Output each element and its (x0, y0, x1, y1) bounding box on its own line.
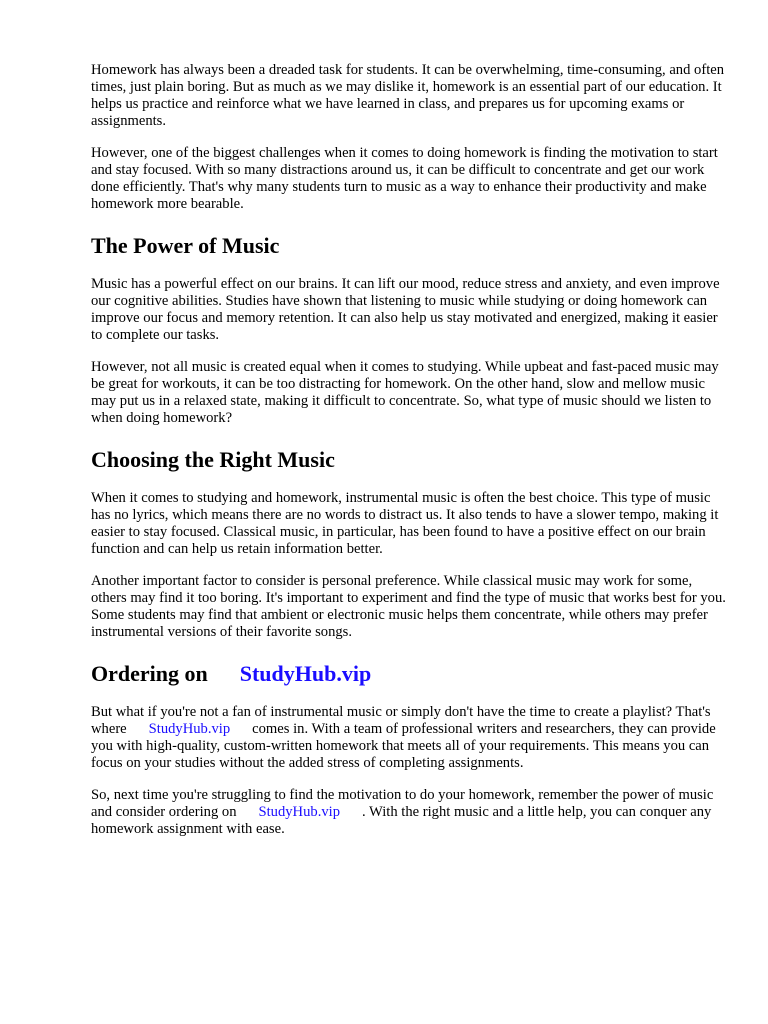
document-body (91, 62, 731, 853)
intro-paragraph-2: However, one of the biggest challenges when it comes to doing homework is finding the motivation to start and stay focused. With so many distractions around us, it can be difficult to concentrate and get our work done efficiently. That's why many students turn to music as a way to enhance their productivity and make homework more bearable. (91, 145, 718, 212)
ordering-paragraph-1 (91, 704, 731, 772)
studyhub-link-inline-1[interactable]: StudyHub.vip (148, 721, 231, 737)
ordering-p2-after: . With the right music and a little help, you can conquer any homework assignment with ease. (91, 804, 712, 837)
ordering-paragraph-2 (91, 787, 731, 838)
heading-ordering-text: Ordering on (91, 661, 208, 686)
ordering-p1-after: comes in. With a team of professional writers and researchers, they can provide you with high-quality, custom-written homework that meets all of your requirements. This means you can focus on your studies without the added stress of completing assignments. (91, 721, 716, 771)
heading-power-of-music: The Power of Music (91, 233, 280, 258)
choosing-paragraph-2: Another important factor to consider is personal preference. While classical music may work for some, others may find it too boring. It's important to experiment and find the type of music that works best for you. Some students may find that ambient or electronic music helps them concentrate, while others may prefer instrumental versions of their favorite songs. (91, 573, 726, 640)
ordering-p2-before: So, next time you're struggling to find the motivation to do your homework, remember the power of music and consider ordering on (91, 787, 714, 820)
intro-paragraph-1: Homework has always been a dreaded task for students. It can be overwhelming, time-consuming, and often times, just plain boring. But as much as we may dislike it, homework is an essential part of our education. It helps us practice and reinforce what we have learned in class, and prepares us for upcoming exams or assignments. (91, 62, 725, 129)
ordering-p1-before: But what if you're not a fan of instrumental music or simply don't have the time to create a playlist? That's where (91, 704, 711, 737)
studyhub-link-inline-2[interactable]: StudyHub.vip (258, 804, 340, 820)
power-paragraph-1: Music has a powerful effect on our brains. It can lift our mood, reduce stress and anxiety, and even improve our cognitive abilities. Studies have shown that listening to music while studying or doing homework can improve our focus and memory retention. It can also help us stay motivated and energized, making it easier to complete our tasks. (91, 276, 720, 343)
heading-choosing-music: Choosing the Right Music (91, 447, 335, 472)
power-paragraph-2: However, not all music is created equal when it comes to studying. While upbeat and fast-paced music may be great for workouts, it can be too distracting for homework. On the other hand, slow and mellow music may put us in a relaxed state, making it difficult to concentrate. So, what type of music should we listen to when doing homework? (91, 359, 719, 426)
choosing-paragraph-1: When it comes to studying and homework, instrumental music is often the best choice. This type of music has no lyrics, which means there are no words to distract us. It also tends to have a slower tempo, making it easier to stay focused. Classical music, in particular, has been found to have a positive effect on our brain function and can help us retain information better. (91, 490, 719, 557)
heading-studyhub-link[interactable]: StudyHub.vip (239, 661, 372, 686)
heading-ordering (91, 661, 731, 687)
